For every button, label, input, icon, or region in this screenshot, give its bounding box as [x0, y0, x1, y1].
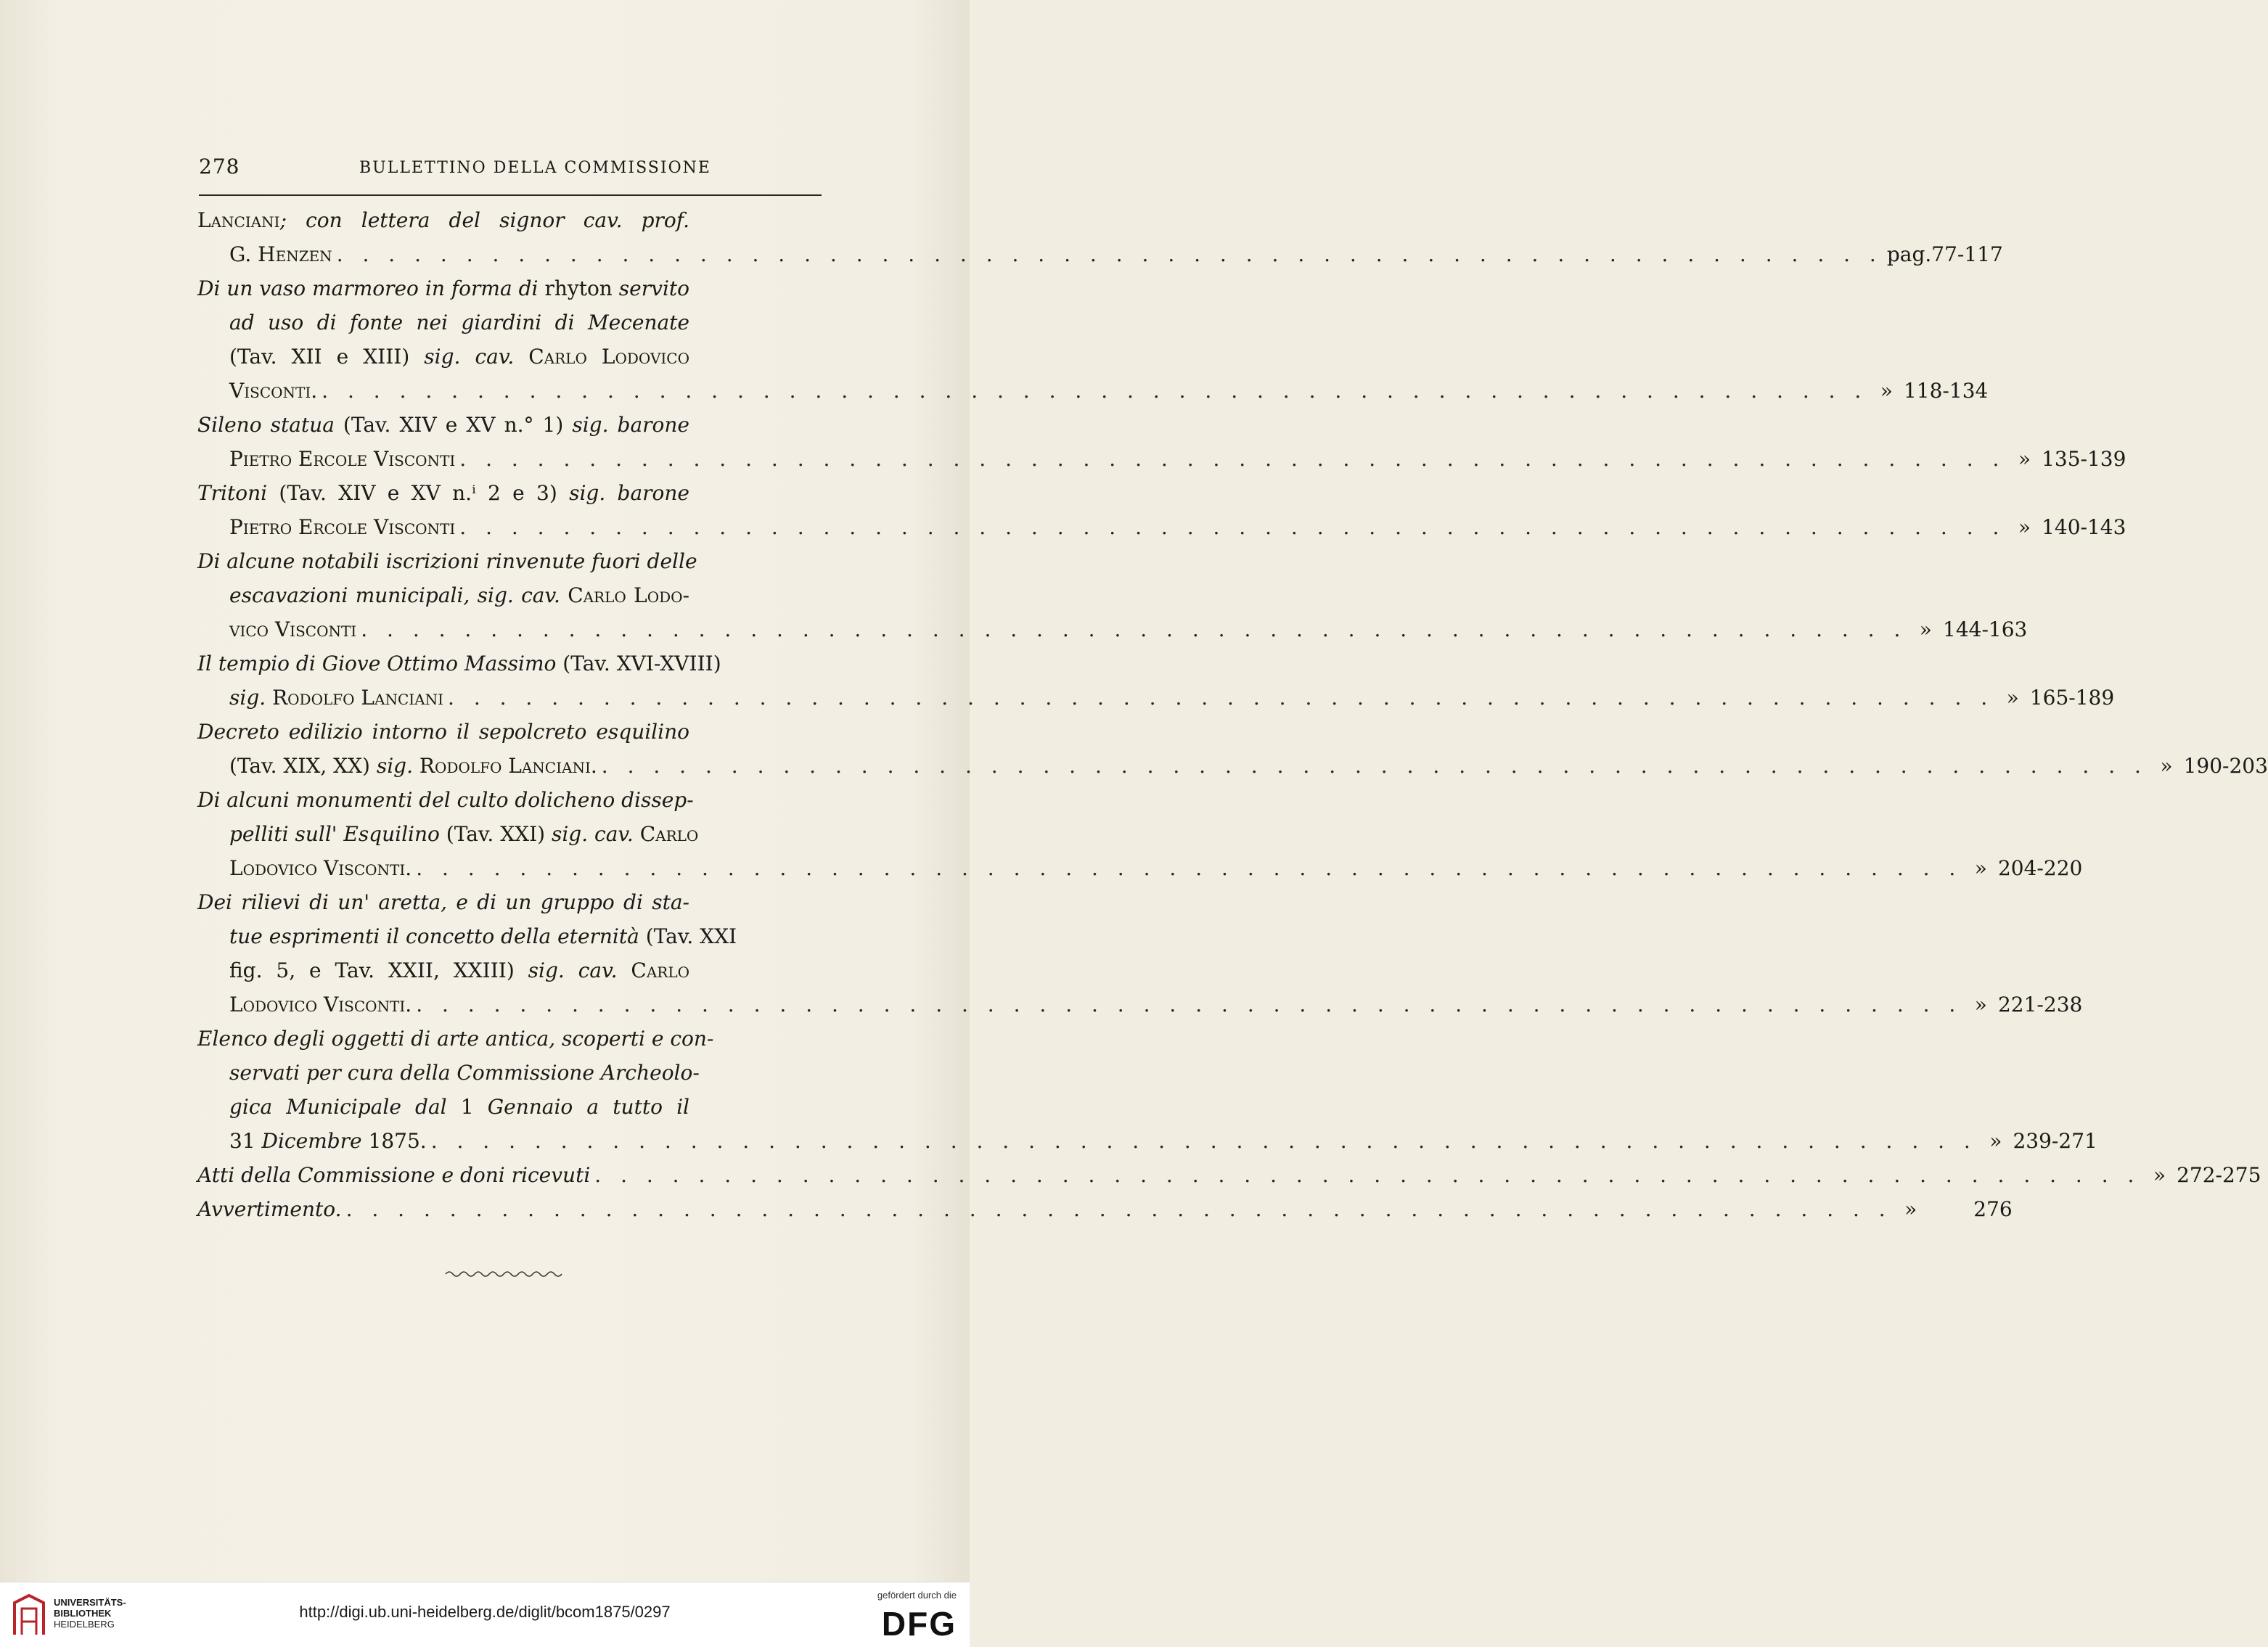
text-run: Di un vaso marmoreo in forma di [197, 276, 545, 300]
page-range: 77-117 [1931, 242, 2003, 266]
text-run: Henzen [258, 242, 332, 266]
page-marker: » [2018, 447, 2031, 471]
toc-entry-leader-line [197, 987, 2083, 1022]
toc-entry-leader-line [197, 851, 2083, 885]
toc-entry-line [197, 578, 689, 612]
page-marker: » [1880, 379, 1893, 403]
dot-leader: . . . . . . . . . . . . . . . . . . . . . . . . . . . . . . . . . . . . . . . . . . . . . . . . . . . . . . . . . . . . [448, 686, 1994, 710]
page-range: 135-139 [2042, 447, 2126, 471]
toc-entry-line [197, 646, 721, 681]
toc-entry [197, 544, 2028, 646]
text-run: 1875. [361, 1129, 427, 1153]
text-run: Atti della Commissione e doni ricevuti [197, 1163, 591, 1187]
text-run: Carlo [631, 958, 689, 982]
toc-entry-leader-line [197, 237, 2003, 271]
toc-entry-line [197, 715, 689, 749]
toc-entry [197, 203, 2003, 271]
text-run: (Tav. XXI) [439, 822, 552, 846]
text-run: Rodolfo Lanciani. [419, 754, 597, 778]
page-marker: » [1904, 1197, 1917, 1221]
text-run: gica Municipale dal [229, 1095, 461, 1119]
text-run: Di alcuni monumenti del culto dolicheno dissep- [197, 788, 694, 812]
text-run: Tritoni [197, 481, 268, 505]
running-head: BULLETTINO DELLA COMMISSIONE [359, 159, 711, 177]
toc-entry-title-end [197, 237, 332, 271]
toc-entry-line [197, 340, 689, 374]
toc-entry-title-end [197, 374, 317, 408]
dot-leader: . . . . . . . . . . . . . . . . . . . . . . . . . . . . . . . . . . . . . . . . . . . . . . . . . . . . . . . . . . . . [361, 617, 1907, 641]
sponsor-label: gefördert durch die [877, 1590, 957, 1601]
toc-entry-title-end [197, 1158, 590, 1192]
toc-entry [197, 476, 2126, 544]
toc-entry-leader-line [197, 374, 1989, 408]
page-marker: » [2006, 686, 2019, 710]
toc-entry-title-end [197, 442, 455, 476]
page-marker: » [1974, 993, 1987, 1016]
toc-entry-leader-line [197, 681, 2115, 715]
toc-entry-line [197, 203, 689, 237]
toc-entry [197, 408, 2126, 476]
toc-entry-line [197, 783, 694, 817]
text-run: ad uso di fonte nei giardini di Mecenate [229, 311, 689, 334]
toc-entry-line [197, 271, 689, 305]
toc-entry-line [197, 885, 689, 919]
text-run: (Tav. XIV e XV n.ⁱ 2 e 3) [267, 481, 570, 505]
ornament-divider [446, 1267, 562, 1281]
text-run: (Tav. XVI-XVIII) [556, 652, 721, 675]
dot-leader: . . . . . . . . . . . . . . . . . . . . . . . . . . . . . . . . . . . . . . . . . . . . . . . . . . . . . . . . . . . . [594, 1163, 2141, 1187]
page-marker: pag. [1886, 242, 1932, 266]
text-run: Il tempio di Giove Ottimo Massimo [197, 652, 557, 675]
toc-entry-title-end [197, 987, 412, 1022]
dot-leader: . . . . . . . . . . . . . . . . . . . . . . . . . . . . . . . . . . . . . . . . . . . . . . . . . . . . . . . . . . . . [601, 754, 2148, 778]
text-run: Gennaio a tutto il [487, 1095, 690, 1119]
page-range: 165-189 [2029, 686, 2115, 710]
source-url-link[interactable]: http://digi.ub.uni-heidelberg.de/diglit/bcom1875/0297 [299, 1603, 671, 1621]
toc-entry-line [197, 476, 689, 510]
toc-entry-leader-line [197, 1124, 2097, 1158]
dot-leader: . . . . . . . . . . . . . . . . . . . . . . . . . . . . . . . . . . . . . . . . . . . . . . . . . . . . . . . . . . . . [322, 379, 1868, 403]
page-range: 221-238 [1997, 993, 2083, 1016]
page-range: 204-220 [1997, 856, 2083, 880]
text-run: 31 [229, 1129, 262, 1153]
page-range: 118-134 [1903, 379, 1989, 403]
text-run: (Tav. XIV e XV n.° 1) [334, 413, 573, 437]
toc-entry-line [197, 544, 697, 578]
dot-leader: . . . . . . . . . . . . . . . . . . . . . . . . . . . . . . . . . . . . . . . . . . . . . . . . . . . . . . . . . . . . [345, 1197, 1892, 1221]
toc-entry-leader-line [197, 442, 2126, 476]
text-run: Visconti. [229, 379, 318, 403]
text-run: (Tav. XII e XIII) [229, 345, 425, 369]
text-run: servati per cura della Commissione Archeolo- [229, 1061, 700, 1085]
text-run: Di alcune notabili iscrizioni rinvenute fuori delle [197, 549, 697, 573]
toc-entry-line [197, 408, 689, 442]
text-run: (Tav. XXI [639, 924, 737, 948]
text-run: sig. [229, 686, 273, 710]
text-run: Pietro Ercole Visconti [229, 447, 456, 471]
text-run: Dei rilievi di un' aretta, e di un gruppo di sta- [197, 890, 689, 914]
page-marker: » [1989, 1129, 2002, 1153]
toc-entry-leader-line [197, 612, 2028, 646]
page-marker: » [2160, 754, 2173, 778]
text-run: Lodovico Visconti. [229, 993, 412, 1016]
toc-entry-line [197, 305, 689, 340]
text-run: 1 [460, 1095, 488, 1119]
toc-entry [197, 783, 2083, 885]
text-run: escavazioni municipali, sig. cav. [229, 583, 568, 607]
page-marker: » [2018, 515, 2031, 539]
dot-leader: . . . . . . . . . . . . . . . . . . . . . . . . . . . . . . . . . . . . . . . . . . . . . . . . . . . . . . . . . . . . [459, 515, 2006, 539]
text-run: sig. cav. [528, 958, 631, 982]
text-run: sig. cav. [424, 345, 529, 369]
toc-entry-title-end [197, 510, 455, 544]
toc-entry-line [197, 919, 737, 953]
text-run: tue esprimenti il concetto della eternità [229, 924, 639, 948]
toc-entry [197, 1022, 2097, 1158]
text-run: Avvertimento. [197, 1197, 342, 1221]
toc-entry-line [197, 1022, 714, 1056]
toc-entry-leader-line [197, 1158, 2261, 1192]
toc-entry [197, 271, 1989, 408]
text-run: Dicembre [261, 1129, 362, 1153]
page-range: 190-203 [2183, 754, 2268, 778]
toc-entry-title-end [197, 1124, 427, 1158]
toc-entry-line [197, 953, 689, 987]
toc-entry-title-end [197, 1192, 342, 1226]
text-run: Elenco degli oggetti di arte antica, scoperti e con- [197, 1027, 714, 1051]
text-run: Lanciani [197, 208, 280, 232]
page-marker: » [1919, 617, 1932, 641]
text-run: Decreto edilizio intorno il sepolcreto esquilino [197, 720, 689, 744]
toc-entry [197, 715, 2268, 783]
text-run: (Tav. XIX, XX) [229, 754, 377, 778]
text-run: vico Visconti [229, 617, 357, 641]
text-run: Rodolfo Lanciani [272, 686, 444, 710]
page-range: 239-271 [2013, 1129, 2097, 1153]
text-run: G. [229, 242, 258, 266]
dot-leader: . . . . . . . . . . . . . . . . . . . . . . . . . . . . . . . . . . . . . . . . . . . . . . . . . . . . . . . . . . . . [336, 242, 1883, 266]
text-run: sig. barone [572, 413, 689, 437]
header-rule [199, 194, 822, 196]
table-of-contents [197, 203, 2268, 1226]
text-run: Carlo [639, 822, 699, 846]
dfg-logo: DFG [881, 1605, 957, 1643]
text-run: sig. cav. [551, 822, 640, 846]
page-range: 276 [1973, 1197, 2013, 1221]
page-header [199, 155, 822, 184]
page-number: 278 [199, 155, 240, 178]
toc-entry-leader-line [197, 1192, 2013, 1226]
page-range: 272-275 [2177, 1163, 2261, 1187]
text-run: Pietro Ercole Visconti [229, 515, 456, 539]
toc-entry [197, 646, 2115, 715]
toc-entry-line [197, 817, 699, 851]
text-run: Sileno statua [197, 413, 335, 437]
library-name-line: HEIDELBERG [54, 1619, 115, 1630]
digitization-footer [0, 1582, 970, 1647]
toc-entry [197, 1158, 2261, 1192]
text-run: sig. [376, 754, 419, 778]
toc-entry-title-end [197, 749, 597, 783]
text-run: sig. barone [569, 481, 690, 505]
toc-entry-title-end [197, 851, 412, 885]
text-run: rhyton [544, 276, 613, 300]
toc-entry-title-end [197, 612, 356, 646]
library-name-line: BIBLIOTHEK [54, 1608, 112, 1619]
text-run: ; con lettera del signor cav. prof. [279, 208, 689, 232]
text-run: Lodovico Visconti. [229, 856, 412, 880]
text-run: servito [612, 276, 690, 300]
page-marker: » [1974, 856, 1987, 880]
page-marker: » [2153, 1163, 2166, 1187]
text-run: fig. 5, e Tav. XXII, XXIII) [229, 958, 528, 982]
toc-entry [197, 885, 2083, 1022]
dot-leader: . . . . . . . . . . . . . . . . . . . . . . . . . . . . . . . . . . . . . . . . . . . . . . . . . . . . . . . . . . . . [430, 1129, 1977, 1153]
toc-entry-leader-line [197, 510, 2126, 544]
toc-entry-title-end [197, 681, 443, 715]
text-run: Carlo Lodo- [568, 583, 689, 607]
text-run: Carlo Lodovico [528, 345, 689, 369]
toc-entry-leader-line [197, 749, 2268, 783]
dot-leader: . . . . . . . . . . . . . . . . . . . . . . . . . . . . . . . . . . . . . . . . . . . . . . . . . . . . . . . . . . . . [416, 856, 1962, 880]
toc-entry [197, 1192, 2013, 1226]
toc-entry-line [197, 1090, 689, 1124]
library-name-line: UNIVERSITÄTS- [54, 1597, 126, 1608]
page-range: 140-143 [2042, 515, 2126, 539]
toc-entry-line [197, 1056, 700, 1090]
dot-leader: . . . . . . . . . . . . . . . . . . . . . . . . . . . . . . . . . . . . . . . . . . . . . . . . . . . . . . . . . . . . [459, 447, 2006, 471]
dot-leader: . . . . . . . . . . . . . . . . . . . . . . . . . . . . . . . . . . . . . . . . . . . . . . . . . . . . . . . . . . . . [416, 993, 1962, 1016]
text-run: pelliti sull' Esquilino [229, 822, 440, 846]
page-range: 144-163 [1943, 617, 2028, 641]
